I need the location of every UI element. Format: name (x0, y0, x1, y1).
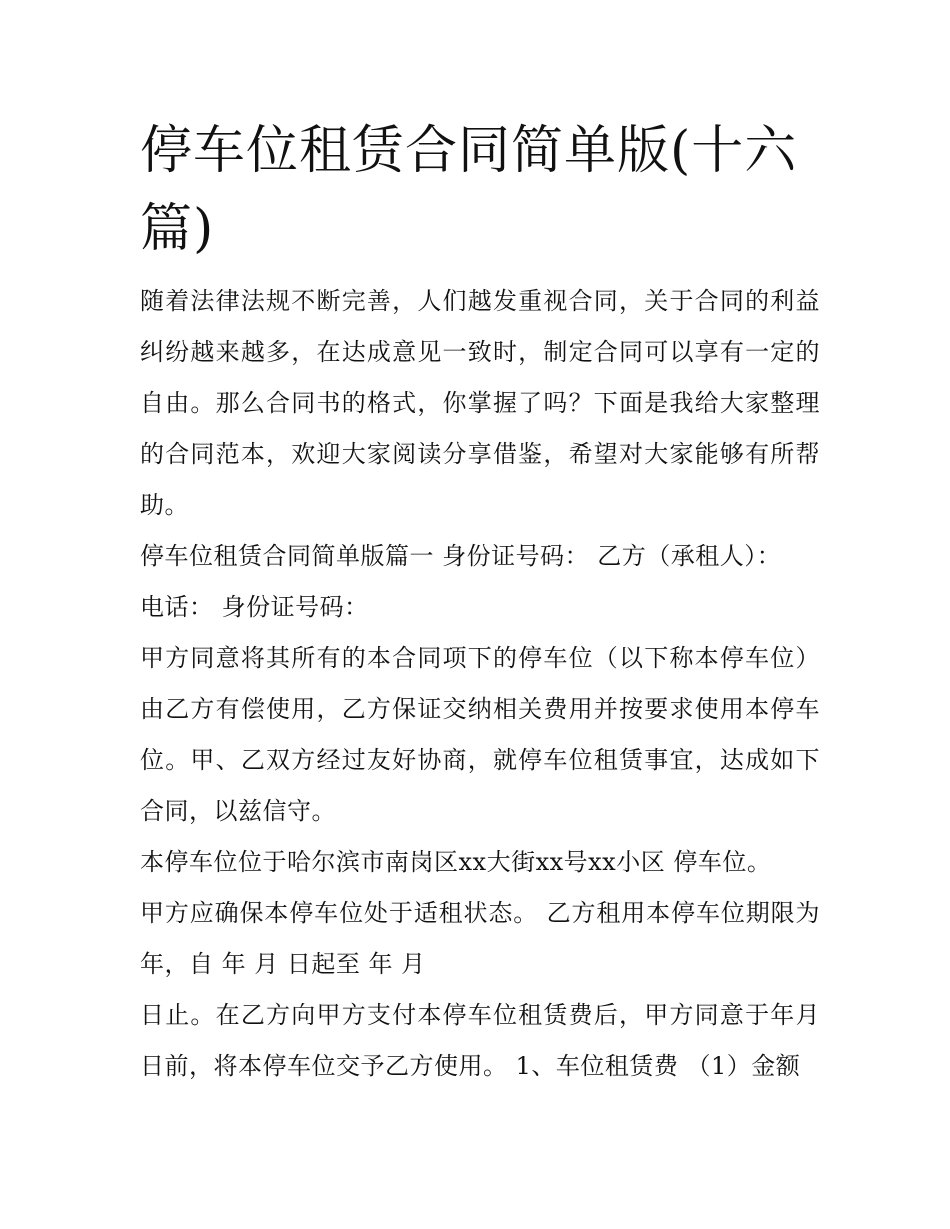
agreement-paragraph: 甲方同意将其所有的本合同项下的停车位（以下称本停车位）由乙方有偿使用，乙方保证交纳相关费用并按要求使用本停车位。甲、乙双方经过友好协商，就停车位租赁事宜，达成如下合同，以兹信守。 (140, 644, 820, 825)
fee-paragraph: 日止。在乙方向甲方支付本停车位租赁费后，甲方同意于年月日前，将本停车位交予乙方使用。 1、车位租赁费 （1）金额 (140, 1001, 820, 1080)
section-heading-paragraph: 停车位租赁合同简单版篇一 身份证号码： 乙方（承租人）： (140, 542, 782, 570)
document-body (140, 276, 820, 1092)
intro-paragraph: 随着法律法规不断完善，人们越发重视合同，关于合同的利益纠纷越来越多，在达成意见一致时，制定合同可以享有一定的自由。那么合同书的格式，你掌握了吗？下面是我给大家整理的合同范本，欢迎大家阅读分享借鉴，希望对大家能够有所帮助。 (140, 287, 820, 519)
contact-paragraph: 电话： 身份证号码： (140, 593, 369, 621)
term-paragraph: 甲方应确保本停车位处于适租状态。 乙方租用本停车位期限为 年，自 年 月 日起至 年 月 (140, 899, 820, 978)
location-paragraph: 本停车位位于哈尔滨市南岗区xx大街xx号xx小区 停车位。 (140, 848, 772, 876)
document-title: 停车位租赁合同简单版(十六篇) (140, 121, 798, 259)
